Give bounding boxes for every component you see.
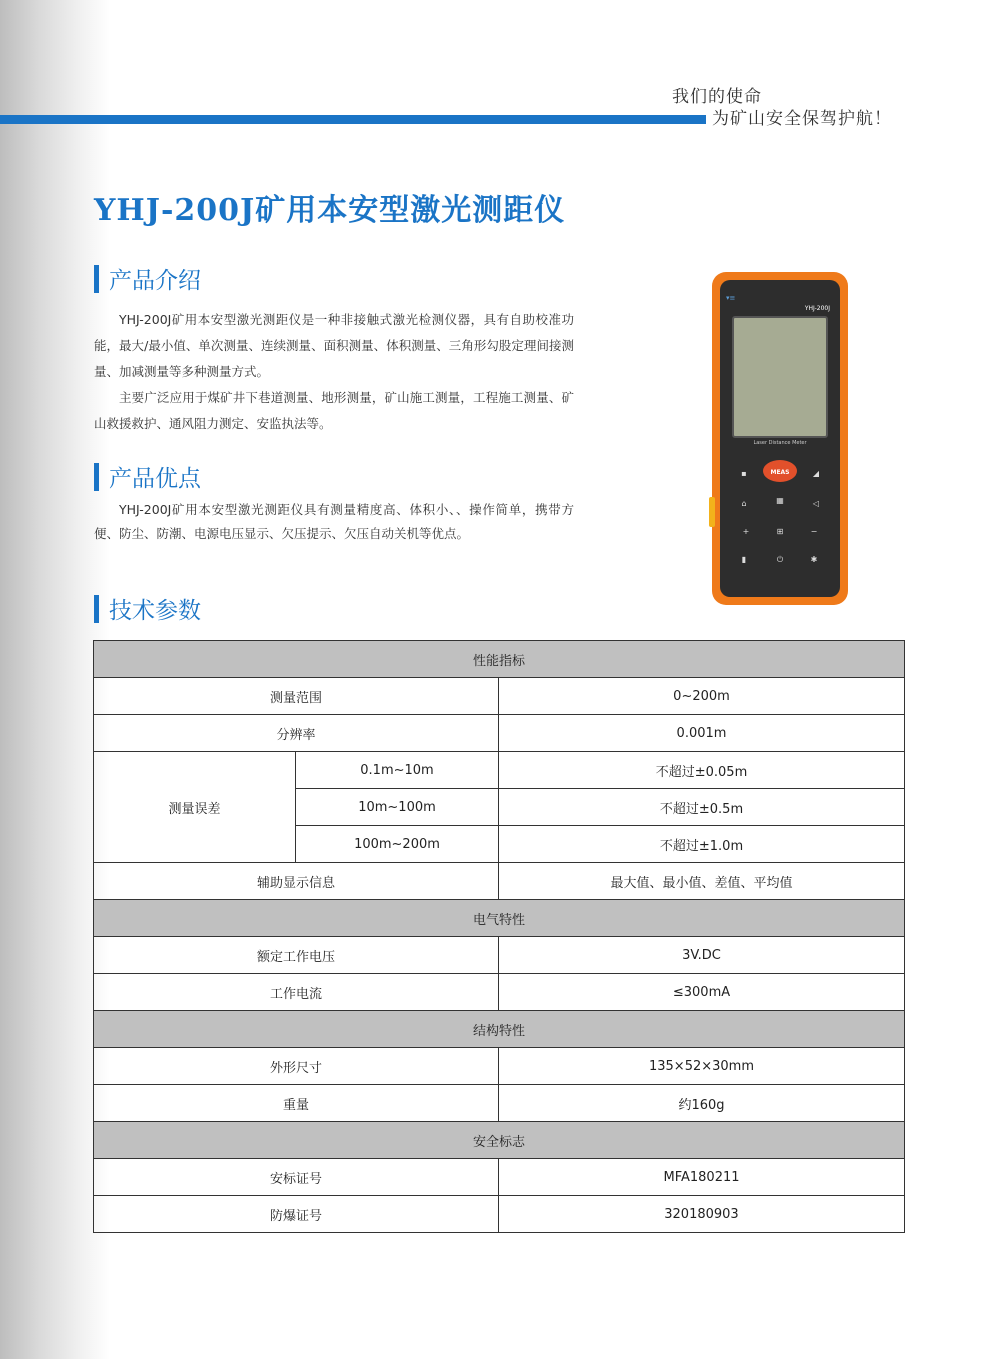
device-brand-logo: ▾≡	[726, 294, 736, 302]
table-row	[94, 1085, 905, 1122]
cell-value: ≤300mA	[499, 974, 905, 1011]
table-row	[94, 937, 905, 974]
cell-value: 3V.DC	[499, 937, 905, 974]
table-group-row	[94, 641, 905, 678]
table-group-row	[94, 900, 905, 937]
cell-label: 分辨率	[94, 715, 499, 752]
section-heading-advantages	[94, 460, 201, 493]
table-row	[94, 715, 905, 752]
cell-label: 辅助显示信息	[94, 863, 499, 900]
cell-subrange: 10m~100m	[296, 789, 499, 826]
section-heading-specs	[94, 592, 201, 625]
device-key-icon: ▮	[741, 555, 747, 564]
heading-bar	[94, 463, 99, 491]
heading-text: 产品介绍	[109, 268, 201, 294]
group-header-electrical: 电气特性	[94, 900, 905, 937]
table-row	[94, 863, 905, 900]
device-key-icon: ⌂	[741, 499, 747, 508]
cell-value: 135×52×30mm	[499, 1048, 905, 1085]
mission-line-1: 我们的使命	[672, 87, 762, 107]
device-key-icon: ⊞	[776, 527, 784, 536]
advantages-text	[94, 498, 574, 546]
group-header-performance: 性能指标	[94, 641, 905, 678]
heading-text: 技术参数	[109, 598, 201, 624]
cell-value: 不超过±0.5m	[499, 789, 905, 826]
cell-label: 重量	[94, 1085, 499, 1122]
device-key-icon: ◢	[812, 469, 820, 478]
device-key-icon: ▪	[741, 469, 747, 478]
device-key-icon: −	[810, 527, 818, 536]
mission-statement	[672, 86, 892, 130]
cell-label: 测量误差	[94, 752, 296, 863]
device-screen-label: Laser Distance Meter	[753, 440, 807, 446]
table-row	[94, 678, 905, 715]
cell-label: 外形尺寸	[94, 1048, 499, 1085]
table-row	[94, 974, 905, 1011]
group-header-safety: 安全标志	[94, 1122, 905, 1159]
heading-bar	[94, 595, 99, 623]
group-header-structure: 结构特性	[94, 1011, 905, 1048]
cell-value: 320180903	[499, 1196, 905, 1233]
intro-text	[94, 307, 574, 437]
cell-label: 工作电流	[94, 974, 499, 1011]
cell-label: 防爆证号	[94, 1196, 499, 1233]
device-key-icon: ✱	[810, 555, 818, 564]
header-accent-bar	[0, 115, 706, 124]
cell-label: 安标证号	[94, 1159, 499, 1196]
cell-value: 不超过±0.05m	[499, 752, 905, 789]
device-key-icon: ◁	[812, 499, 820, 508]
device-screen	[732, 316, 828, 438]
device-key-icon: ⏻	[776, 555, 784, 564]
table-group-row	[94, 1011, 905, 1048]
heading-text: 产品优点	[109, 466, 201, 492]
cell-value: 最大值、最小值、差值、平均值	[499, 863, 905, 900]
table-row	[94, 1196, 905, 1233]
heading-bar	[94, 265, 99, 293]
table-row	[94, 1048, 905, 1085]
advantages-paragraph: YHJ-200J矿用本安型激光测距仪具有测量精度高、体积小、、操作简单，携带方便、防尘、防潮、电源电压显示、欠压提示、欠压自动关机等优点。	[94, 502, 574, 541]
cell-subrange: 100m~200m	[296, 826, 499, 863]
cell-value: 0~200m	[499, 678, 905, 715]
cell-value: 约160g	[499, 1085, 905, 1122]
cell-value: 不超过±1.0m	[499, 826, 905, 863]
cell-label: 测量范围	[94, 678, 499, 715]
intro-paragraph-1: YHJ-200J矿用本安型激光测距仪是一种非接触式激光检测仪器，具有自助校准功能，最大/最小值、单次测量、连续测量、面积测量、体积测量、三角形勾股定理间接测量、加减测量等多种测量方式。	[94, 312, 574, 379]
page-title: YHJ-200J矿用本安型激光测距仪	[94, 193, 566, 228]
device-meas-button: MEAS	[763, 460, 797, 482]
device-key-icon: +	[742, 527, 750, 536]
intro-paragraph-2: 主要广泛应用于煤矿井下巷道测量、地形测量，矿山施工测量，工程施工测量、矿山救援救护、通风阻力测定、安监执法等。	[94, 390, 574, 431]
spec-table	[93, 640, 905, 1233]
cell-subrange: 0.1m~10m	[296, 752, 499, 789]
device-illustration	[712, 272, 848, 605]
table-row	[94, 1159, 905, 1196]
mission-line-2: 为矿山安全保驾护航！	[712, 109, 892, 129]
section-heading-intro	[94, 262, 201, 295]
device-key-icon: ▦	[776, 496, 784, 505]
device-side-level	[709, 497, 715, 527]
device-model-label: YHJ-200J	[804, 305, 830, 312]
cell-value: MFA180211	[499, 1159, 905, 1196]
cell-label: 额定工作电压	[94, 937, 499, 974]
table-row	[94, 752, 905, 789]
table-group-row	[94, 1122, 905, 1159]
cell-value: 0.001m	[499, 715, 905, 752]
